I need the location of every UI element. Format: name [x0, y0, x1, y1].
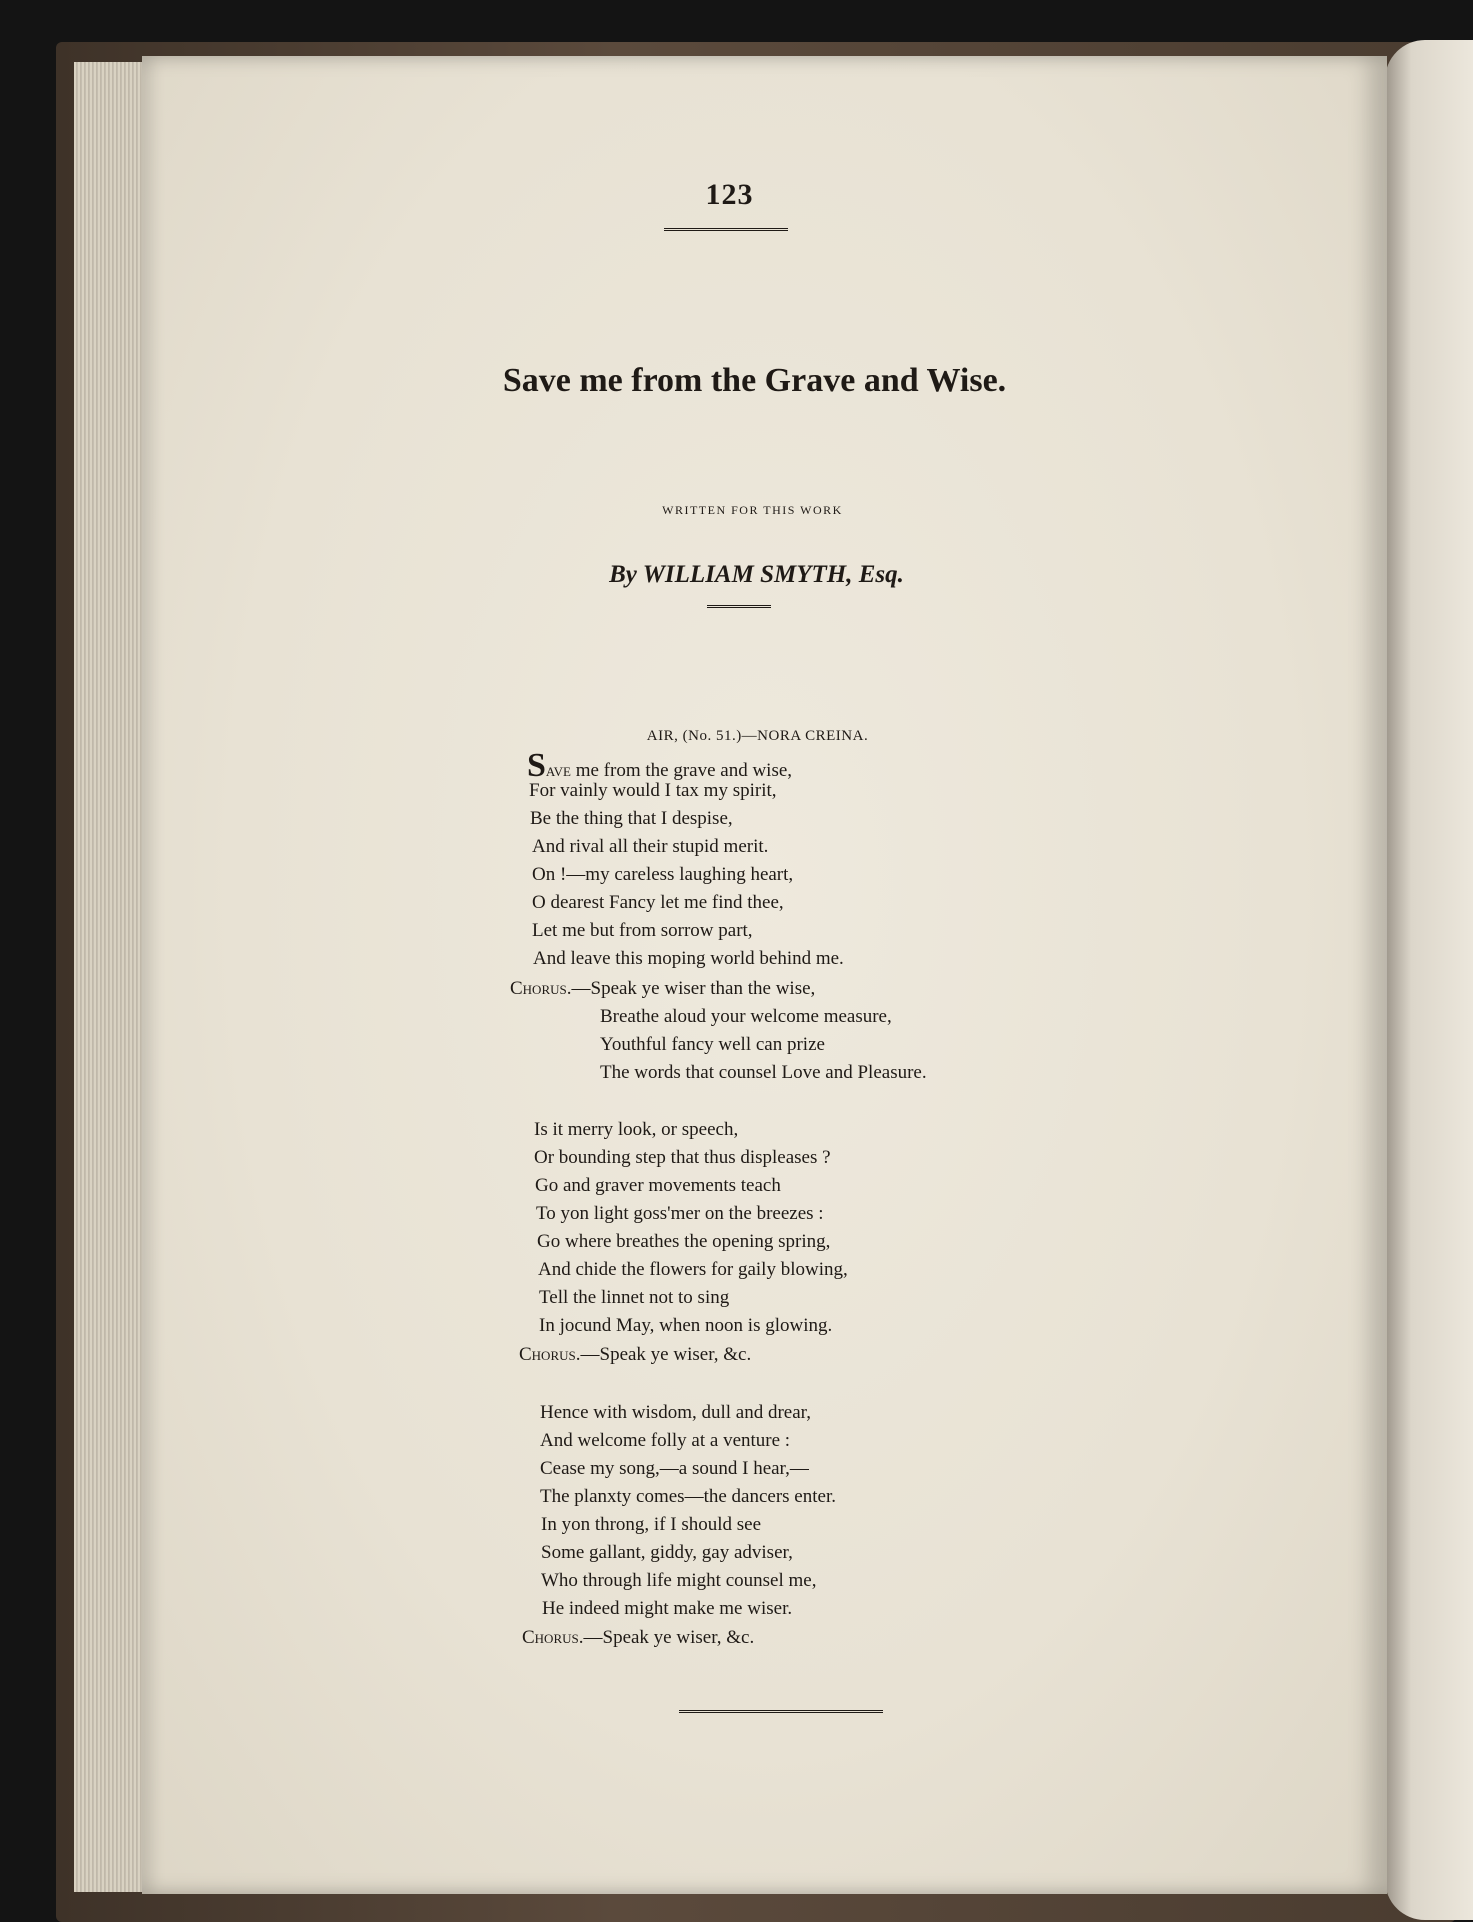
chorus-label: Chorus.: [519, 1344, 581, 1365]
poem-line: And rival all their stupid merit.: [532, 836, 769, 857]
chorus-line: The words that counsel Love and Pleasure.: [600, 1062, 927, 1083]
poem-line: Is it merry look, or speech,: [534, 1119, 739, 1140]
chorus-line: [510, 979, 815, 998]
chorus-line: [522, 1628, 754, 1647]
poem-line: The planxty comes—the dancers enter.: [540, 1486, 836, 1507]
poem-line: In jocund May, when noon is glowing.: [539, 1315, 833, 1336]
chorus-line: [519, 1345, 751, 1364]
poem-line: Hence with wisdom, dull and drear,: [540, 1402, 811, 1423]
chorus-label: Chorus.: [522, 1627, 584, 1648]
song-author: By WILLIAM SMYTH, Esq.: [609, 561, 904, 588]
poem-line: On !—my careless laughing heart,: [532, 864, 794, 885]
chorus-label: Chorus.: [510, 978, 572, 999]
poem-line: Let me but from sorrow part,: [532, 920, 753, 941]
facing-page-edge: [1385, 40, 1473, 1920]
song-title: Save me from the Grave and Wise.: [502, 362, 1007, 399]
chorus-text: —Speak ye wiser, &c.: [583, 1627, 755, 1648]
poem-line: Or bounding step that thus displeases ?: [534, 1147, 831, 1168]
poem-line: And leave this moping world behind me.: [533, 948, 844, 969]
poem-line: He indeed might make me wiser.: [542, 1598, 793, 1619]
chorus-text: —Speak ye wiser, &c.: [580, 1344, 752, 1365]
poem-line: Cease my song,—a sound I hear,—: [540, 1458, 809, 1479]
poem-line: For vainly would I tax my spirit,: [529, 780, 777, 801]
poem-line: O dearest Fancy let me find thee,: [532, 892, 784, 913]
song-subtitle: WRITTEN FOR THIS WORK: [662, 503, 843, 517]
poem-line: Be the thing that I despise,: [530, 808, 733, 829]
author-rule: [707, 605, 771, 610]
poem-line: Who through life might counsel me,: [541, 1570, 817, 1591]
poem-line: And chide the flowers for gaily blowing,: [538, 1259, 848, 1280]
drop-capital: S: [527, 747, 546, 784]
chorus-line: Youthful fancy well can prize: [600, 1034, 825, 1055]
poem-line: And welcome folly at a venture :: [540, 1430, 791, 1451]
poem-line: Tell the linnet not to sing: [539, 1287, 730, 1308]
poem-line: Some gallant, giddy, gay adviser,: [541, 1542, 793, 1563]
air-heading: AIR, (No. 51.)—NORA CREINA.: [646, 728, 869, 744]
poem-line: To yon light goss'mer on the breezes :: [536, 1203, 824, 1224]
book-page: [142, 56, 1387, 1894]
poem-line: In yon throng, if I should see: [541, 1514, 762, 1535]
poem-line: [527, 747, 793, 784]
first-line-tail: me from the grave and wise,: [570, 760, 793, 781]
chorus-text: —Speak ye wiser than the wise,: [571, 978, 816, 999]
end-rule: [679, 1710, 883, 1715]
chorus-line: Breathe aloud your welcome measure,: [600, 1006, 892, 1027]
page-number: 123: [705, 178, 754, 211]
page-number-rule: [664, 228, 788, 233]
poem-line: Go and graver movements teach: [535, 1175, 781, 1196]
first-word-rest: ave: [545, 760, 571, 781]
poem-line: Go where breathes the opening spring,: [537, 1231, 831, 1252]
